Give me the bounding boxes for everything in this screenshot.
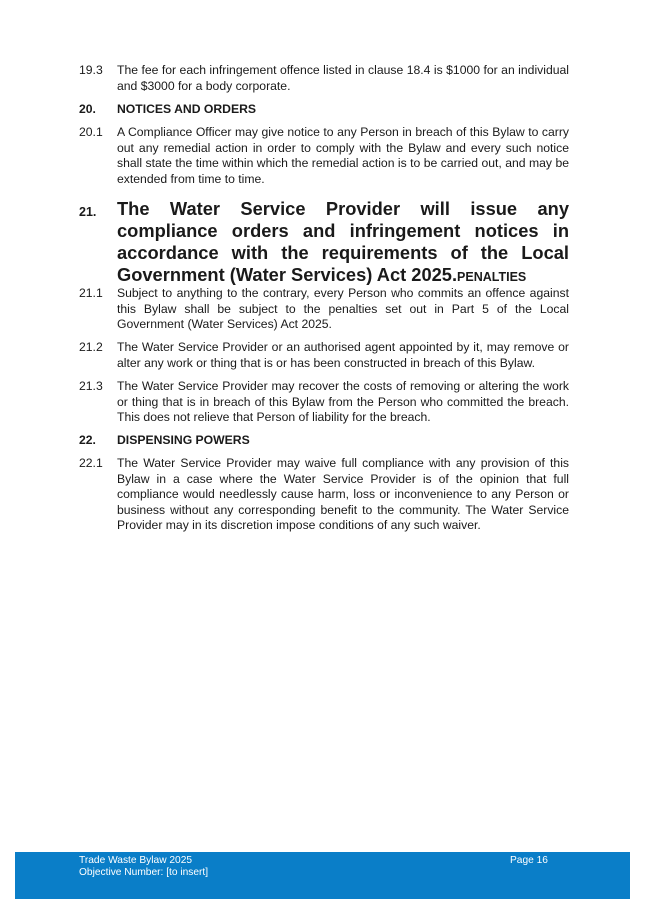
clause-21-2 bbox=[79, 340, 569, 371]
clause-21-1 bbox=[79, 286, 569, 333]
clause-number: 20.1 bbox=[79, 125, 103, 139]
clause-20-1 bbox=[79, 125, 569, 187]
clause-text: The Water Service Provider may recover the costs of removing or altering the work or thing that is in breach of this Bylaw from the Person who committed the breach. This does not relieve that Person of liability for the breach. bbox=[117, 379, 569, 425]
clause-text: The Water Service Provider or an authorised agent appointed by it, may remove or alter any work or thing that is or has been constructed in breach of this Bylaw. bbox=[117, 340, 569, 370]
clause-text: A Compliance Officer may give notice to any Person in breach of this Bylaw to carry out any remedial action in order to comply with the Bylaw and every such notice shall state the time within which the remedial action is to be carried out, and may be extended from time to time. bbox=[117, 125, 569, 186]
clause-22-1 bbox=[79, 456, 569, 534]
section-title: DISPENSING POWERS bbox=[117, 433, 250, 447]
section-number: 20. bbox=[79, 102, 96, 116]
footer-objective-number: Objective Number: [to insert] bbox=[79, 867, 209, 879]
section-heading-21 bbox=[79, 198, 569, 288]
section-title: The Water Service Provider will issue any compliance orders and infringement notices in accordance with the requirements of the Local Government (Water Services) Act 2025. bbox=[117, 198, 569, 285]
clause-number: 22.1 bbox=[79, 456, 103, 470]
clause-21-3 bbox=[79, 379, 569, 426]
clause-number: 21.1 bbox=[79, 286, 103, 300]
clause-number: 21.3 bbox=[79, 379, 103, 393]
footer-page-number: Page 16 bbox=[510, 855, 548, 866]
clause-text: The Water Service Provider may waive full compliance with any provision of this Bylaw in a case where the Water Service Provider is of the opinion that full compliance would needlessly cause harm, loss or inconvenience to any Person or business without any corresponding benefit to the community. The Water Service Provider may in its discretion impose conditions of any such waiver. bbox=[117, 456, 569, 533]
section-heading-22 bbox=[79, 433, 569, 449]
page-footer bbox=[15, 852, 630, 899]
footer-document-title: Trade Waste Bylaw 2025 bbox=[79, 855, 193, 866]
section-title-suffix: PENALTIES bbox=[457, 270, 527, 284]
clause-number: 21.2 bbox=[79, 340, 103, 354]
clause-19-3 bbox=[79, 63, 569, 94]
clause-number: 19.3 bbox=[79, 63, 103, 77]
section-number: 22. bbox=[79, 433, 96, 447]
clause-text: The fee for each infringement offence listed in clause 18.4 is $1000 for an individual and $3000 for a body corporate. bbox=[117, 63, 569, 93]
section-title: NOTICES AND ORDERS bbox=[117, 102, 257, 116]
clause-text: Subject to anything to the contrary, every Person who commits an offence against this Bylaw shall be subject to the penalties set out in Part 5 of the Local Government (Water Services) Act 2025. bbox=[117, 286, 569, 332]
section-number: 21. bbox=[79, 205, 97, 219]
section-heading-20 bbox=[79, 102, 569, 118]
